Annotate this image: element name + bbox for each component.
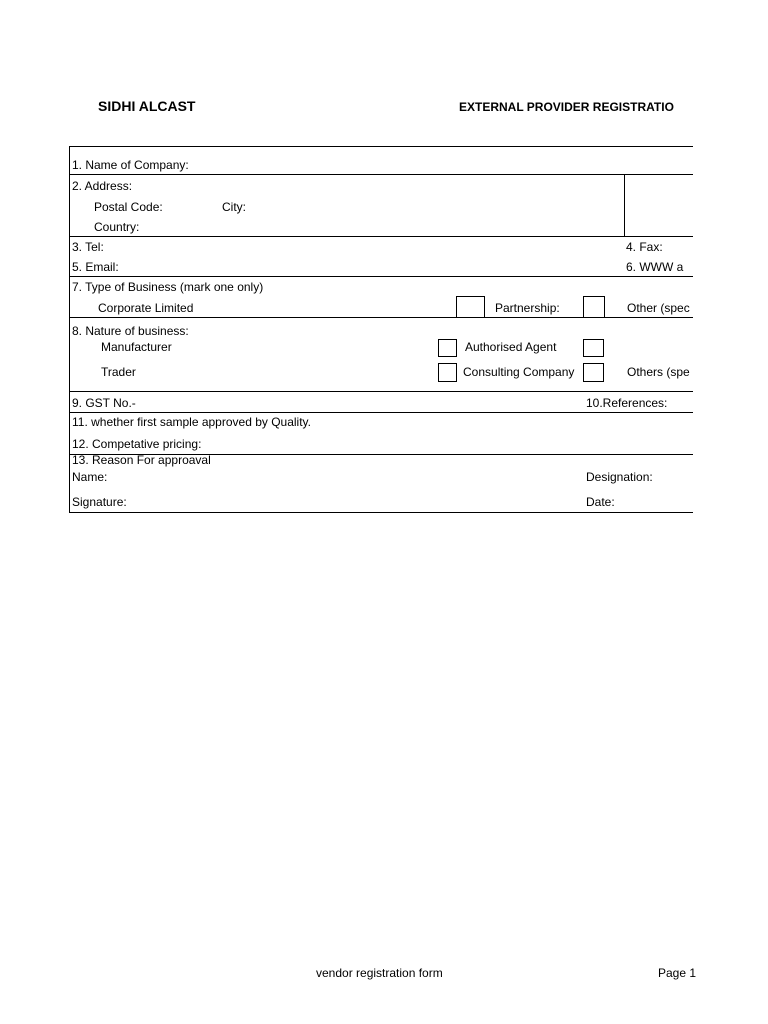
row-divider: [70, 276, 693, 277]
company-name: SIDHI ALCAST: [98, 98, 196, 114]
authorised-agent-checkbox[interactable]: [583, 339, 604, 357]
option-corporate-limited: Corporate Limited: [98, 301, 194, 315]
option-other: Other (spec: [627, 301, 690, 315]
field-references[interactable]: 10.References:: [586, 396, 668, 410]
option-partnership: Partnership:: [495, 301, 560, 315]
field-tel[interactable]: 3. Tel:: [72, 240, 104, 254]
field-name-of-company[interactable]: 1. Name of Company:: [72, 158, 189, 172]
field-country[interactable]: Country:: [94, 220, 140, 234]
trader-checkbox[interactable]: [438, 363, 457, 382]
form-top-border: [70, 146, 693, 147]
row-divider: [70, 174, 693, 175]
type-of-business-label: 7. Type of Business (mark one only): [72, 280, 264, 294]
form-left-border: [69, 146, 70, 513]
option-trader: Trader: [101, 365, 136, 379]
field-email[interactable]: 5. Email:: [72, 260, 119, 274]
manufacturer-checkbox[interactable]: [438, 339, 457, 357]
field-competitive-pricing[interactable]: 12. Competative pricing:: [72, 437, 202, 451]
address-column-divider: [624, 174, 625, 236]
option-consulting-company: Consulting Company: [463, 365, 575, 379]
consulting-company-checkbox[interactable]: [583, 363, 604, 382]
field-postal-code[interactable]: Postal Code:: [94, 200, 163, 214]
field-name[interactable]: Name:: [72, 470, 108, 484]
row-divider: [70, 236, 693, 237]
field-date[interactable]: Date:: [586, 495, 615, 509]
form-title: EXTERNAL PROVIDER REGISTRATIO: [459, 100, 674, 114]
option-others: Others (spe: [627, 365, 690, 379]
field-address[interactable]: 2. Address:: [72, 179, 133, 193]
option-authorised-agent: Authorised Agent: [465, 340, 557, 354]
nature-of-business-label: 8. Nature of business:: [72, 324, 189, 338]
footer-page-number: Page 1: [658, 966, 697, 980]
field-fax[interactable]: 4. Fax:: [626, 240, 663, 254]
field-gst[interactable]: 9. GST No.-: [72, 396, 136, 410]
form-bottom-border: [70, 512, 693, 513]
field-city[interactable]: City:: [222, 200, 246, 214]
field-designation[interactable]: Designation:: [586, 470, 653, 484]
partnership-checkbox[interactable]: [583, 296, 605, 318]
option-manufacturer: Manufacturer: [101, 340, 172, 354]
row-divider: [70, 391, 693, 392]
field-signature[interactable]: Signature:: [72, 495, 127, 509]
corporate-limited-checkbox[interactable]: [456, 296, 485, 318]
footer-sheet-name: vendor registration form: [316, 966, 443, 980]
field-www[interactable]: 6. WWW a: [626, 260, 684, 274]
reason-for-approval-label: 13. Reason For approaval: [72, 453, 211, 467]
field-first-sample[interactable]: 11. whether first sample approved by Quality.: [72, 415, 312, 429]
row-divider: [70, 412, 693, 413]
